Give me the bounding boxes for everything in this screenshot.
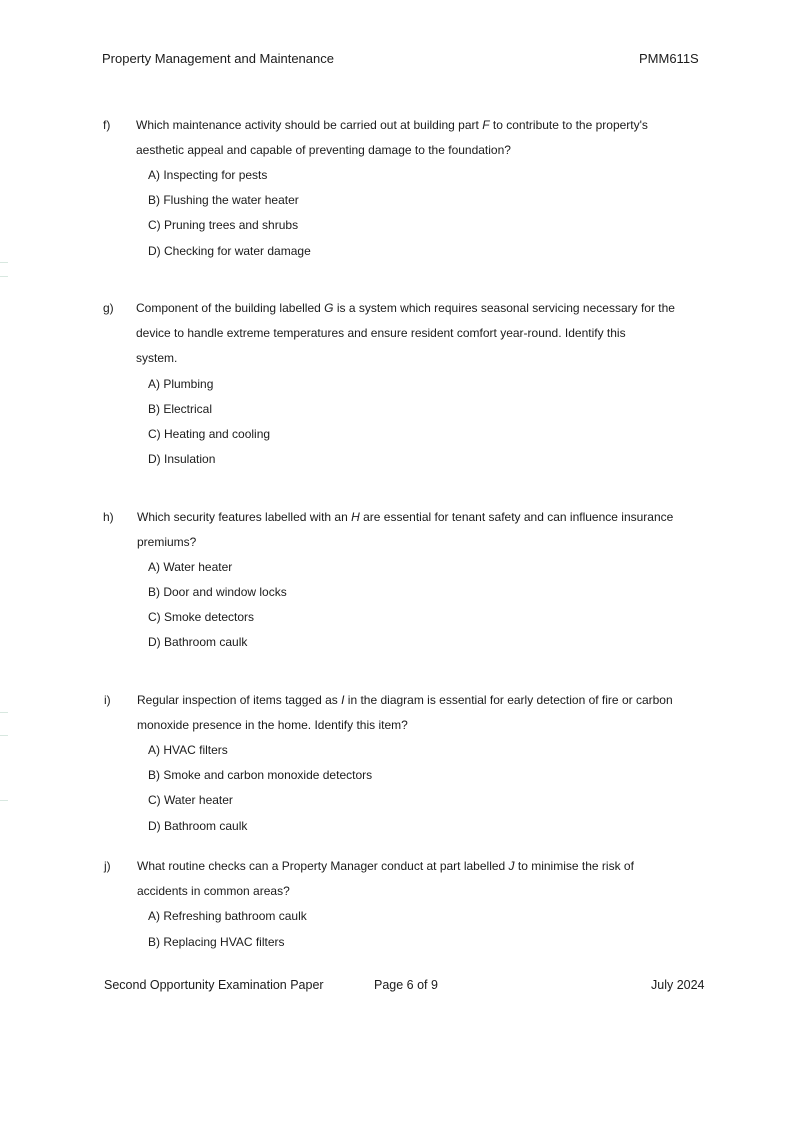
question-label: f) [103, 118, 111, 132]
question-text-line: Component of the building labelled G is a system which requires seasonal servicing necessary for the [136, 301, 675, 315]
footer-paper-title: Second Opportunity Examination Paper [104, 978, 324, 992]
option-b: B) Smoke and carbon monoxide detectors [148, 768, 373, 782]
scan-mark [0, 262, 8, 263]
option-a: A) Plumbing [148, 377, 214, 391]
option-a: A) HVAC filters [148, 743, 228, 757]
option-b: B) Flushing the water heater [148, 193, 299, 207]
question-label: h) [103, 510, 114, 524]
footer-date: July 2024 [651, 978, 705, 992]
option-d: D) Checking for water damage [148, 244, 311, 258]
option-d: D) Bathroom caulk [148, 819, 248, 833]
scan-mark [0, 276, 8, 277]
question-text-line: Which maintenance activity should be carried out at building part F to contribute to the property's [136, 118, 648, 132]
option-c: C) Smoke detectors [148, 610, 255, 624]
question-text-line: premiums? [137, 535, 197, 549]
option-b: B) Door and window locks [148, 585, 287, 599]
footer-page-number: Page 6 of 9 [374, 978, 438, 992]
option-c: C) Water heater [148, 793, 233, 807]
option-a: A) Water heater [148, 560, 233, 574]
question-label: i) [104, 693, 111, 707]
option-c: C) Heating and cooling [148, 427, 271, 441]
question-text-line: monoxide presence in the home. Identify this item? [137, 718, 408, 732]
option-a: A) Refreshing bathroom caulk [148, 909, 307, 923]
question-label: j) [104, 859, 111, 873]
option-b: B) Electrical [148, 402, 213, 416]
scan-mark [0, 800, 8, 801]
course-code: PMM611S [639, 51, 699, 66]
question-text-line: accidents in common areas? [137, 884, 290, 898]
question-text-line: aesthetic appeal and capable of preventing damage to the foundation? [136, 143, 511, 157]
option-d: D) Bathroom caulk [148, 635, 248, 649]
question-text-line: Regular inspection of items tagged as I in the diagram is essential for early detection of fire or carbon [137, 693, 673, 707]
option-d: D) Insulation [148, 452, 216, 466]
question-label: g) [103, 301, 114, 315]
question-text-line: What routine checks can a Property Manager conduct at part labelled J to minimise the risk of [137, 859, 634, 873]
question-text-line: Which security features labelled with an H are essential for tenant safety and can influence insurance [137, 510, 674, 524]
question-text-line: device to handle extreme temperatures and ensure resident comfort year-round. Identify this [136, 326, 626, 340]
option-a: A) Inspecting for pests [148, 168, 268, 182]
scan-mark [0, 735, 8, 736]
course-title: Property Management and Maintenance [102, 51, 334, 66]
scan-mark [0, 712, 8, 713]
option-b: B) Replacing HVAC filters [148, 935, 285, 949]
option-c: C) Pruning trees and shrubs [148, 218, 299, 232]
question-text-line: system. [136, 351, 178, 365]
